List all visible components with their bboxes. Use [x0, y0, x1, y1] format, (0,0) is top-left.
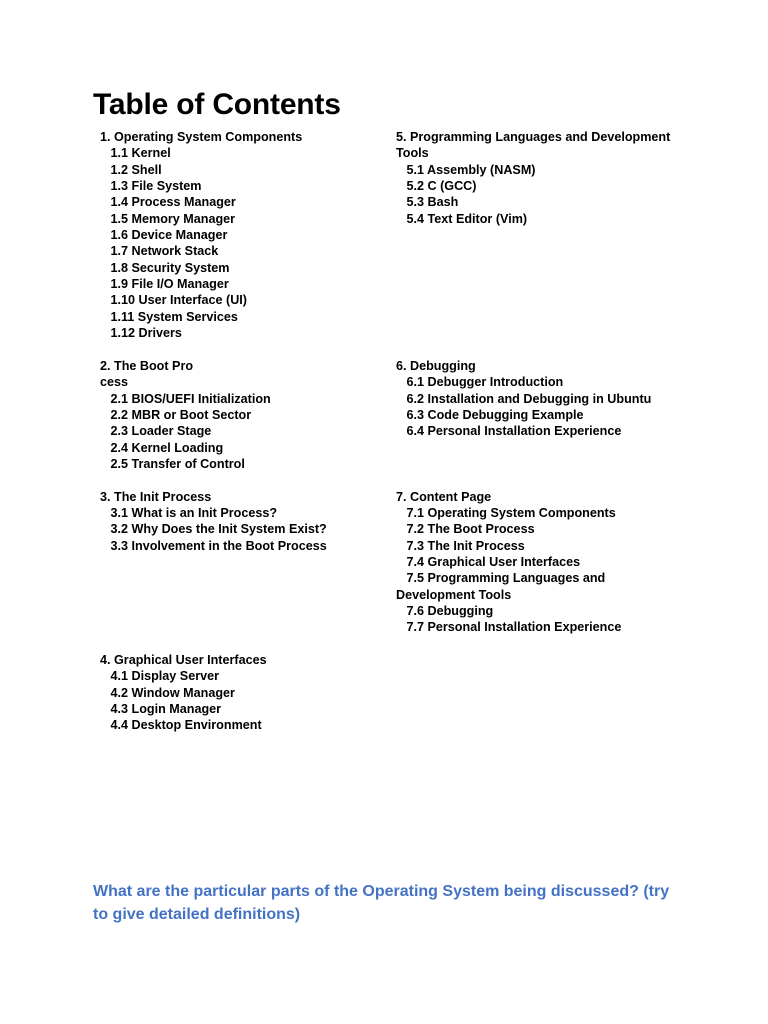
toc-entry: 7.6 Debugging: [389, 603, 494, 618]
toc-entry: 5.2 C (GCC): [389, 179, 477, 194]
toc-entry: 6. Debugging: [389, 358, 476, 373]
toc-entry: [389, 292, 679, 308]
toc-entry: 3. The Init Process: [93, 489, 212, 504]
toc-entry: 6.1 Debugger Introduction: [389, 375, 564, 390]
toc-entry: 7.2 The Boot Process: [389, 522, 535, 537]
toc-entry: [93, 619, 383, 635]
toc-entry: [389, 472, 679, 488]
toc-entry: [389, 440, 679, 456]
toc-entry: 1.3 File System: [93, 179, 202, 194]
toc-entry: [389, 276, 679, 292]
toc-entry: [93, 472, 383, 488]
toc-entry: 5.4 Text Editor (Vim): [389, 211, 528, 226]
toc-entry: [93, 603, 383, 619]
page-title: Table of Contents: [93, 88, 341, 121]
toc-entry: [389, 309, 679, 325]
toc-entry: [389, 260, 679, 276]
toc-entry: 5.1 Assembly (NASM): [389, 162, 536, 177]
toc-entry: 6.3 Code Debugging Example: [389, 407, 584, 422]
toc-entry: 3.2 Why Does the Init System Exist?: [93, 522, 327, 537]
toc-entry: [93, 554, 383, 570]
toc-entry: 4.1 Display Server: [93, 669, 220, 684]
toc-entry: [93, 587, 383, 603]
toc-entry: [389, 227, 679, 243]
toc-entry: 1.2 Shell: [93, 162, 162, 177]
toc-entry: 4.3 Login Manager: [93, 702, 222, 717]
toc-entry: 1.4 Process Manager: [93, 195, 236, 210]
toc-entry: 1.12 Drivers: [93, 326, 182, 341]
toc-right-column: [389, 129, 679, 636]
toc-entry: [93, 570, 383, 586]
toc-entry: 5. Programming Languages and Development: [389, 130, 671, 144]
toc-entry: 7. Content Page: [389, 489, 492, 504]
toc-entry: 7.4 Graphical User Interfaces: [389, 554, 581, 569]
toc-entry: 1.1 Kernel: [93, 146, 171, 161]
toc-left-column: [93, 129, 383, 734]
toc-entry: 7.1 Operating System Components: [389, 505, 616, 520]
toc-entry: [389, 341, 679, 357]
toc-entry: [389, 243, 679, 259]
toc-entry: 3.1 What is an Init Process?: [93, 505, 278, 520]
toc-entry: 3.3 Involvement in the Boot Process: [93, 538, 327, 553]
toc-entry: 1.6 Device Manager: [93, 228, 228, 243]
toc-entry: cess: [93, 375, 129, 390]
toc-entry: 1.9 File I/O Manager: [93, 277, 229, 292]
toc-entry: 2.1 BIOS/UEFI Initialization: [93, 391, 271, 406]
toc-entry: 1.11 System Services: [93, 309, 238, 324]
toc-entry: 2.2 MBR or Boot Sector: [93, 407, 252, 422]
toc-entry: 7.5 Programming Languages and: [389, 571, 606, 586]
toc-entry: 2. The Boot Pro: [93, 358, 194, 373]
toc-entry: 4. Graphical User Interfaces: [93, 653, 267, 667]
question-heading: What are the particular parts of the Operating System being discussed? (try to give detailed definitions): [93, 883, 670, 923]
toc-entry: 4.4 Desktop Environment: [93, 718, 262, 733]
toc-entry: 7.3 The Init Process: [389, 538, 525, 553]
toc-entry: 5.3 Bash: [389, 195, 459, 210]
toc-entry: [389, 456, 679, 472]
toc-entry: [93, 636, 383, 652]
toc-entry: Development Tools: [389, 587, 512, 602]
toc-entry: Tools: [389, 146, 429, 161]
toc-entry: 7.7 Personal Installation Experience: [389, 620, 622, 635]
toc-entry: 1.7 Network Stack: [93, 244, 219, 259]
toc-entry: 6.2 Installation and Debugging in Ubuntu: [389, 391, 652, 406]
toc-entry: 4.2 Window Manager: [93, 685, 235, 700]
toc-entry: 1. Operating System Components: [93, 130, 303, 144]
toc-entry: 6.4 Personal Installation Experience: [389, 424, 622, 439]
toc-entry: 1.5 Memory Manager: [93, 211, 236, 226]
toc-entry: 2.3 Loader Stage: [93, 424, 212, 439]
toc-entry: 1.10 User Interface (UI): [93, 293, 247, 308]
toc-entry: 2.5 Transfer of Control: [93, 456, 245, 471]
toc-entry: 2.4 Kernel Loading: [93, 440, 224, 455]
toc-entry: [93, 341, 383, 357]
toc-entry: [389, 325, 679, 341]
toc-entry: 1.8 Security System: [93, 260, 230, 275]
